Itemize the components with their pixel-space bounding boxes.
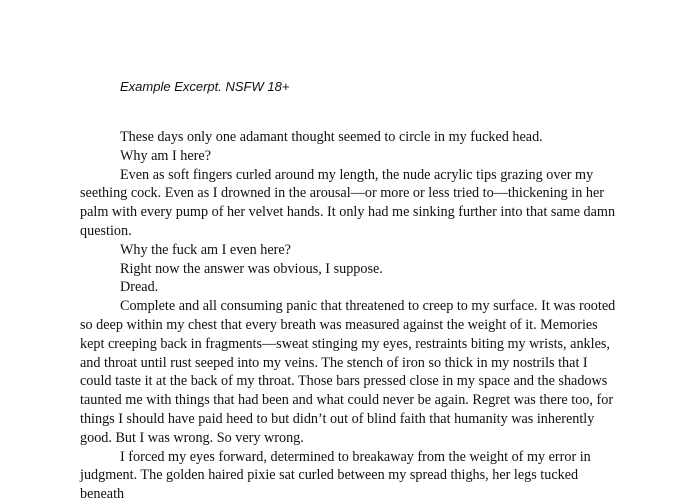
paragraph: These days only one adamant thought seemed to circle in my fucked head. — [120, 129, 543, 145]
paragraph: Why am I here? — [120, 147, 211, 164]
paragraph: Right now the answer was obvious, I suppose. — [120, 260, 383, 277]
paragraph: Even as soft fingers curled around my length, the nude acrylic tips grazing over my seething cock. Even as I drowned in the arousal—or more or less tried to—thickening in her palm with every pump of her velvet hands. It only had me sinking further into that same damn question. — [80, 166, 616, 239]
paragraph: Complete and all consuming panic that threatened to creep to my surface. It was rooted so deep within my chest that every breath was measured against the weight of it. Memories kept creeping back in fragments—sweat stinging my eyes, restraints biting my wrists, ankles, and throat until rust seeped into my veins. The stench of iron so thick in my nostrils that I could taste it at the back of my throat. Those bars pressed close in my space and the shadows taunted me with things that had been and what could never be again. Regret was there too, for things I should have paid heed to but didn’t out of blind faith that humanity was inherently good. But I was wrong. So very wrong. — [80, 298, 616, 446]
document-body — [80, 128, 620, 504]
paragraph: I forced my eyes forward, determined to breakaway from the weight of my error in judgment. The golden haired pixie sat curled between my spread thighs, her legs tucked beneath — [80, 448, 591, 503]
paragraph: Why the fuck am I even here? — [120, 241, 291, 258]
document-heading: Example Excerpt. NSFW 18+ — [120, 79, 290, 94]
paragraph: Dread. — [120, 279, 159, 296]
